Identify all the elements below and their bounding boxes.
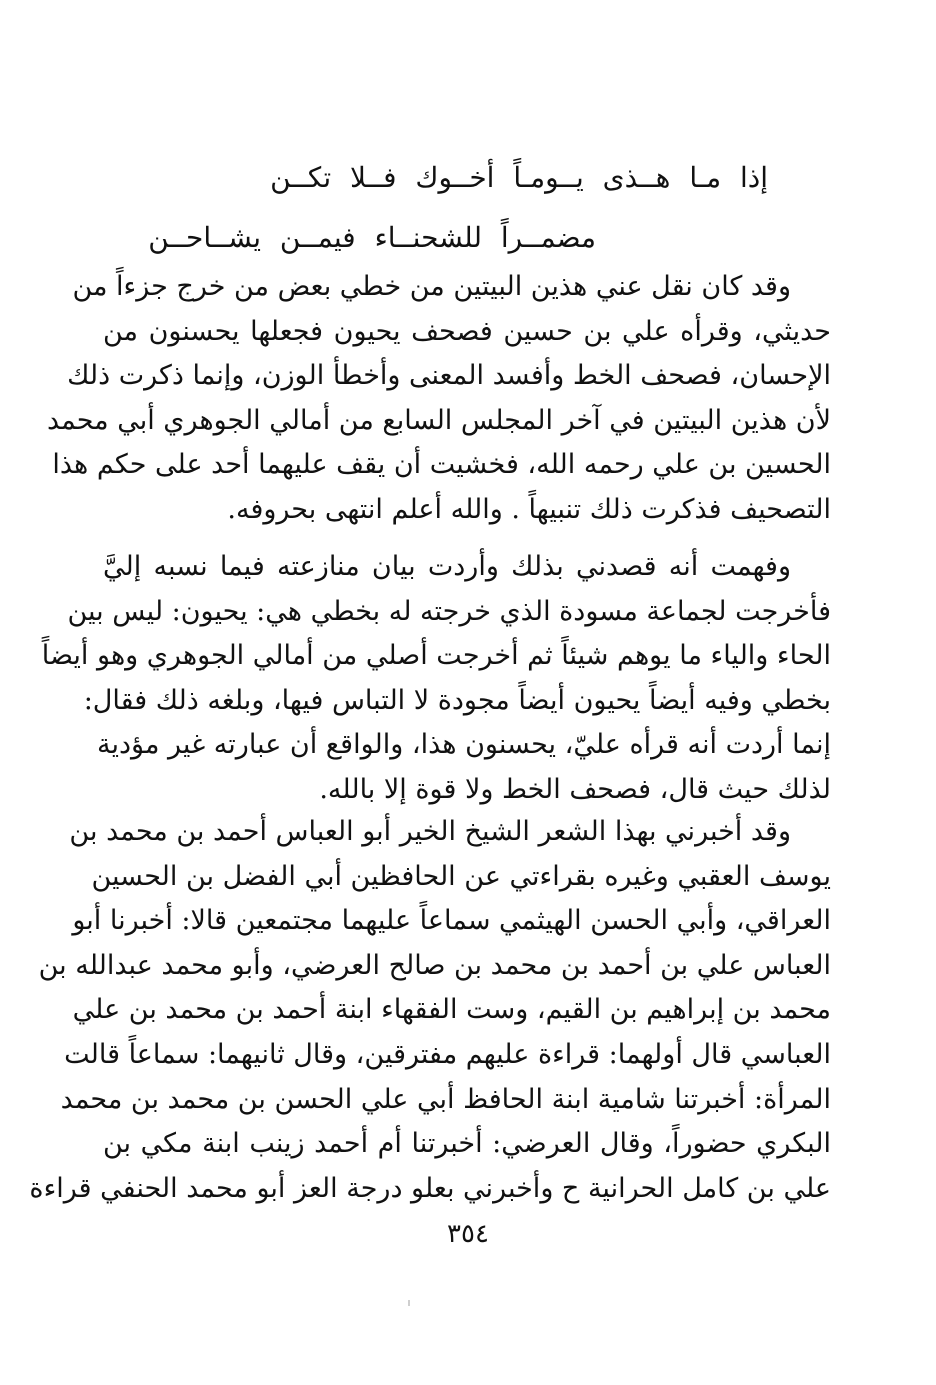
paragraph-2 [41, 545, 831, 813]
paragraph-line: وقد كان نقل عني هذين البيتين من خطي بعض من خرج جزءاً من [72, 271, 791, 302]
scan-speck [408, 1300, 410, 1306]
verse-line-2: مضمــراً للشحنــاء فيمــن يشــاحــن [148, 221, 596, 254]
paragraph-line: لأن هذين البيتين في آخر المجلس السابع من أمالي الجوهري أبي محمد [46, 404, 831, 436]
paragraph-line: إنما أردت أنه قرأه عليّ، يحسنون هذا، والواقع أن عبارته غير مؤدية [97, 729, 831, 761]
paragraph-3 [29, 810, 832, 1211]
paragraph-line: التصحيف فذكرت ذلك تنبيهاً . والله أعلم انتهى بحروفه. [227, 493, 831, 525]
paragraph-line: بخطي وفيه أيضاً يحيون أيضاً مجودة لا التباس فيها، وبلغه ذلك فقال: [83, 684, 831, 716]
paragraph-line: الحاء والياء ما يوهم شيئاً ثم أخرجت أصلي من أمالي الجوهري وهو أيضاً [41, 640, 831, 672]
paragraph-line: محمد بن إبراهيم بن القيم، وست الفقهاء ابنة أحمد بن محمد بن علي [72, 994, 831, 1026]
paragraph-line: المرأة: أخبرتنا شامية ابنة الحافظ أبي علي الحسن بن محمد بن محمد [60, 1083, 831, 1115]
verse-line-1: إذا مـا هــذى يــومـاً أخــوك فــلا تكــن [270, 161, 768, 194]
paragraph-line: علي بن كامل الحرانية ح وأخبرني بعلو درجة العز أبو محمد الحنفي قراءة [29, 1172, 831, 1204]
paragraph-line: لذلك حيث قال، فصحف الخط ولا قوة إلا بالله. [319, 773, 831, 805]
paragraph-line: الحسين بن علي رحمه الله، فخشيت أن يقف عليهما أحد على حكم هذا [52, 449, 831, 481]
page-number: ٣٥٤ [447, 1219, 489, 1249]
paragraph-line: فأخرجت لجماعة مسودة الذي خرجته له بخطي هي: يحيون: ليس بين [67, 595, 831, 627]
paragraph-1 [46, 265, 831, 533]
paragraph-line: العباس علي بن أحمد بن محمد بن صالح العرضي، وأبو محمد عبدالله بن [38, 949, 831, 981]
paragraph-line: البكري حضوراً، وقال العرضي: أخبرتنا أم أحمد زينب ابنة مكي بن [103, 1128, 832, 1160]
paragraph-line: وفهمت أنه قصدني بذلك وأردت بيان منازعته فيما نسبه إليَّ [103, 551, 791, 582]
paragraph-line: يوسف العقبي وغيره بقراءتي عن الحافظين أبي الفضل بن الحسين [91, 860, 831, 892]
paragraph-line: وقد أخبرني بهذا الشعر الشيخ الخير أبو العباس أحمد بن محمد بن [69, 816, 791, 847]
paragraph-line: حديثي، وقرأه علي بن حسين فصحف يحيون فجعلها يحسنون من [103, 315, 831, 347]
paragraph-line: العراقي، وأبي الحسن الهيثمي سماعاً عليهما مجتمعين قالا: أخبرنا أبو [72, 905, 831, 937]
paragraph-line: الإحسان، فصحف الخط وأفسد المعنى وأخطأ الوزن، وإنما ذكرت ذلك [67, 360, 831, 392]
paragraph-line: العباسي قال أولهما: قراءة عليهم مفترقين، وقال ثانيهما: سماعاً قالت [64, 1038, 831, 1070]
